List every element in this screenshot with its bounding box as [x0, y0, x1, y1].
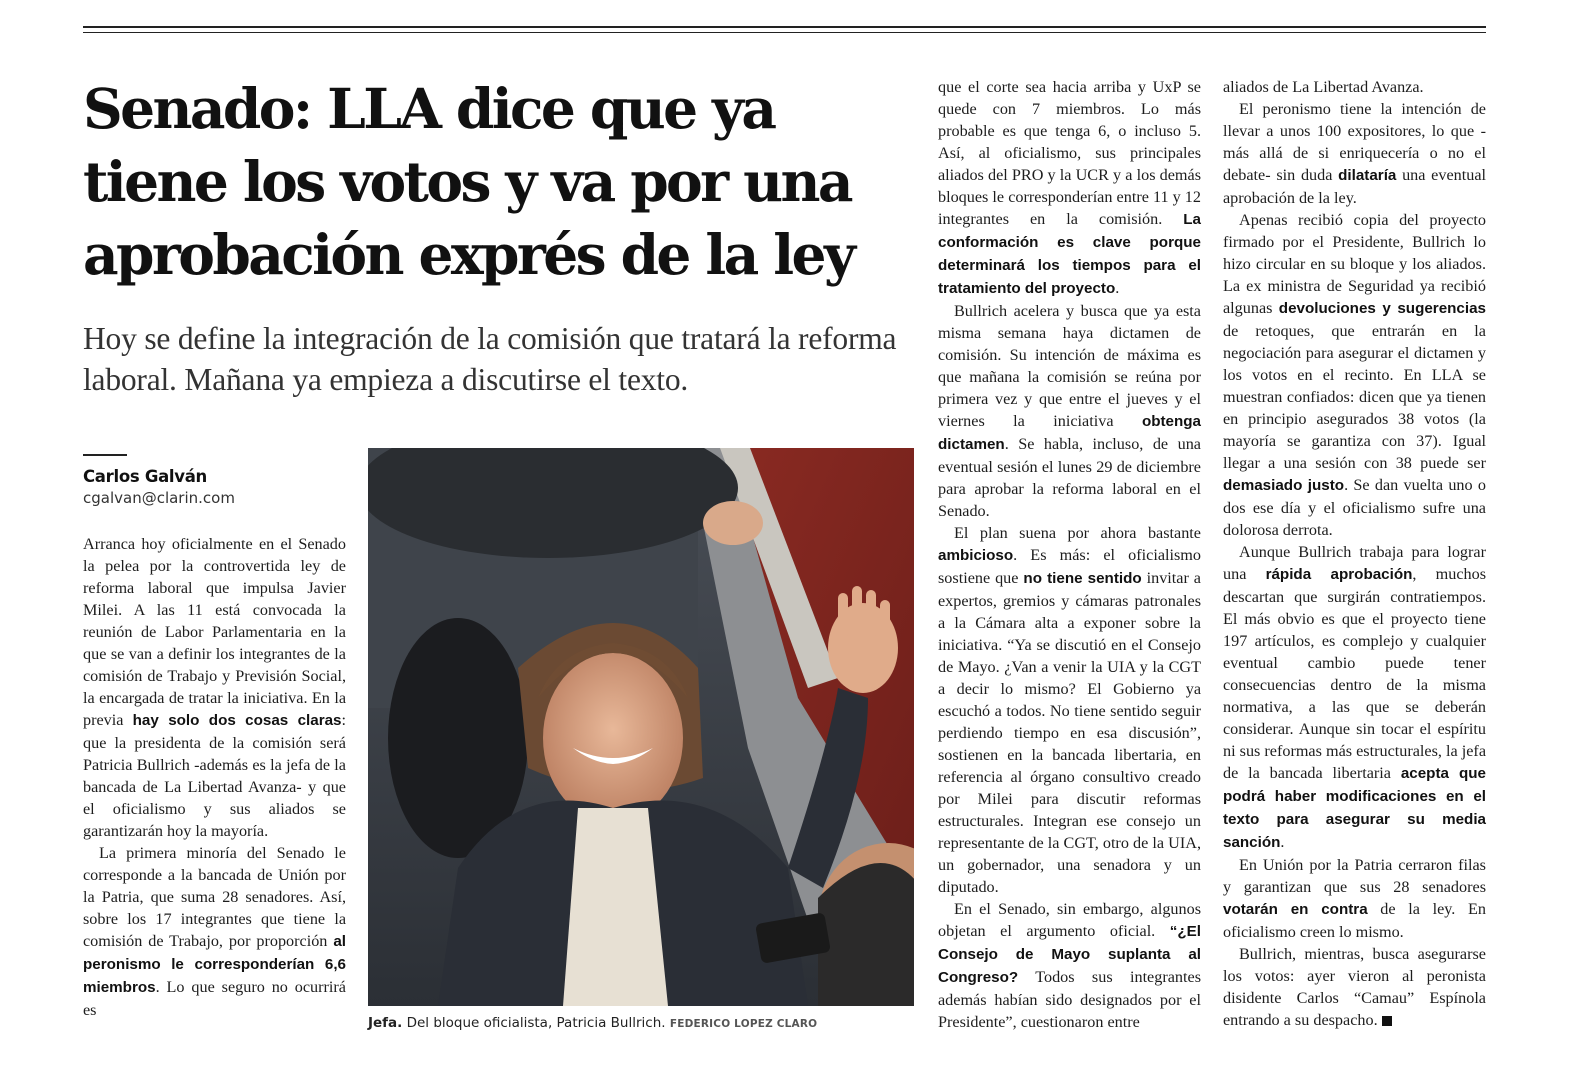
bold-text: devoluciones y sugerencias	[1278, 300, 1486, 317]
paragraph	[938, 76, 1201, 300]
paragraph	[938, 522, 1201, 898]
top-rule	[83, 26, 1486, 28]
text: Arranca hoy oficialmente en el Senado la pelea por la controvertida ley de reforma laboral que impulsa Javier Milei. A las 11 está convocada la reunión de Labor Parlamentaria en la que se van a definir los integrantes de la comisión de Trabajo y Previsión Social, la encargada de tratar la iniciativa. En la previa	[83, 535, 346, 729]
bold-text: demasiado justo	[1223, 477, 1345, 494]
photo-credit: FEDERICO LOPEZ CLARO	[669, 1018, 818, 1030]
bold-text: rápida aprobación	[1265, 566, 1413, 583]
paragraph	[1223, 98, 1486, 209]
photo-caption	[368, 1015, 928, 1031]
paragraph	[1223, 854, 1486, 943]
text: Apenas recibió copia del proyecto firmado por el Presidente, Bullrich lo hizo circular en su bloque y los aliados. La ex ministra de Seguridad ya recibió algunas	[1223, 211, 1486, 317]
bold-text: acepta que podrá haber modificaciones en el texto para asegurar su media sanción	[1223, 765, 1486, 851]
bold-text: hay solo dos cosas claras	[132, 712, 342, 729]
paragraph	[1223, 541, 1486, 854]
text: . Lo que seguro no ocurrirá es	[83, 978, 346, 1019]
body-column-4	[1223, 76, 1486, 1031]
text: Bullrich, mientras, busca asegurarse los votos: ayer vieron al peronista disidente Carlos “Camau” Espínola entrando a su despacho.	[1223, 945, 1486, 1029]
paragraph	[83, 842, 346, 1021]
author-name: Carlos Galván	[83, 467, 208, 486]
text: . Se dan vuelta uno o dos ese día y el oficialismo sufre una dolorosa derrota.	[1223, 476, 1486, 539]
body-column-3	[938, 76, 1201, 1033]
text: aliados de La Libertad Avanza.	[1223, 78, 1424, 96]
bold-text: “¿El Consejo de Mayo suplanta al Congreso?	[938, 923, 1201, 986]
text: En Unión por la Patria cerraron filas y garantizan que sus 28 senadores	[1223, 856, 1486, 896]
text: Bullrich acelera y busca que ya esta misma semana haya dictamen de comisión. Su intención de máxima es que mañana la comisión se reúna por primera vez y que entre el jueves y el viernes la iniciativa	[938, 302, 1201, 430]
text: .	[1115, 279, 1120, 297]
paragraph	[83, 533, 346, 842]
paragraph	[1223, 943, 1486, 1031]
text: El peronismo tiene la intención de llevar a unos 100 expositores, lo que -más allá de si enriquecería o no el debate- sin duda	[1223, 100, 1486, 184]
text: de retoques, que entrarán en la negociación para asegurar el dictamen y los votos en el recinto. En LLA se muestran confiados: dicen que ya tienen en principio asegurados 38 votos (la mayoría se garantiza con 37). Igual llegar a una sesión con 38 puede ser	[1223, 322, 1486, 472]
text: . Es más: el oficialismo sostiene que	[938, 546, 1201, 587]
text: . Se habla, incluso, de una eventual sesión el lunes 29 de diciembre para aprobar la reforma laboral en el Senado.	[938, 435, 1201, 520]
text: invitar a expertos, gremios y cámaras patronales a la Cámara alta a exponer sobre la iniciativa. “Ya se discutió en el Consejo de Mayo. ¿Van a venir la UIA y la CGT a decir lo mismo? El Gobierno ya escuchó a todos. No tiene sentido seguir perdiendo tiempo en esa discusión”, sostienen en la bancada libertaria, en referencia al órgano consultivo creado por Milei para discutir reformas estructurales. Integran ese consejo un representante de la CGT, otro de la UIA, un gobernador, una senadora y un diputado.	[938, 569, 1201, 896]
photo	[368, 448, 914, 1006]
text: La primera minoría del Senado le corresponde a la bancada de Unión por la Patria, que suma 28 senadores. Así, sobre los 17 integrantes que tiene la comisión de Trabajo, por proporción	[83, 844, 346, 950]
caption-lead: Jefa.	[368, 1015, 403, 1031]
caption-text: Del bloque oficialista, Patricia Bullrich.	[402, 1015, 666, 1031]
bold-text: obtenga dictamen	[938, 413, 1201, 453]
top-rule-thin	[83, 32, 1486, 33]
text: : que la presidenta de la comisión será Patricia Bullrich -además es la jefa de la bancada de La Libertad Avanza- y que el oficialismo y sus aliados se garantizarán hoy la mayoría.	[83, 711, 347, 840]
paragraph	[938, 898, 1201, 1033]
bold-text: ambicioso	[938, 547, 1014, 564]
text: de la ley. En oficialismo creen lo mismo.	[1223, 900, 1486, 941]
text: una eventual aprobación de la ley.	[1223, 166, 1486, 207]
paragraph	[1223, 209, 1486, 541]
text: Aunque Bullrich trabaja para lograr una	[1223, 543, 1486, 583]
bold-text: dilataría	[1338, 167, 1397, 184]
photo-image	[368, 448, 914, 1006]
text: En el Senado, sin embargo, algunos objetan el argumento oficial.	[938, 900, 1201, 940]
text: El plan suena por ahora bastante	[954, 524, 1201, 542]
bold-text: La conformación es clave porque determinará los tiempos para el tratamiento del proyecto	[938, 211, 1201, 297]
headline: Senado: LLA dice que ya tiene los votos y va por una aprobación exprés de la ley	[83, 76, 854, 287]
text: que el corte sea hacia arriba y UxP se quede con 7 miembros. Lo más probable es que tenga 6, o incluso 5. Así, al oficialismo, sus principales aliados del PRO y la UCR y a los demás bloques le corresponderían entre 11 y 12 integrantes en la comisión.	[938, 78, 1201, 228]
text: Todos sus integrantes además habían sido designados por el Presidente”, cuestionaron entre	[938, 968, 1201, 1031]
byline-rule	[83, 454, 127, 456]
paragraph	[938, 300, 1201, 522]
author-email: cgalvan@clarin.com	[83, 489, 235, 507]
bold-text: al peronismo le corresponderían 6,6 miembros	[83, 933, 346, 996]
text: .	[1280, 833, 1285, 851]
paragraph	[1223, 76, 1486, 98]
bold-text: no tiene sentido	[1023, 570, 1142, 587]
end-of-article-mark	[1382, 1016, 1392, 1026]
text: , muchos descartan que surgirán contratiempos. El más obvio es que el proyecto tiene 197 artículos, es complejo y cualquier eventual cambio puede tener consecuencias dentro de la misma normativa, a las que se deberán considerar. Aunque sin tocar el espíritu ni sus reformas más estructurales, la jefa de la bancada libertaria	[1223, 565, 1486, 782]
body-column-1	[83, 533, 346, 1021]
bold-text: votarán en contra	[1223, 901, 1368, 918]
subheadline: Hoy se define la integración de la comisión que tratará la reforma laboral. Mañana ya empieza a discutirse el texto.	[83, 321, 897, 397]
